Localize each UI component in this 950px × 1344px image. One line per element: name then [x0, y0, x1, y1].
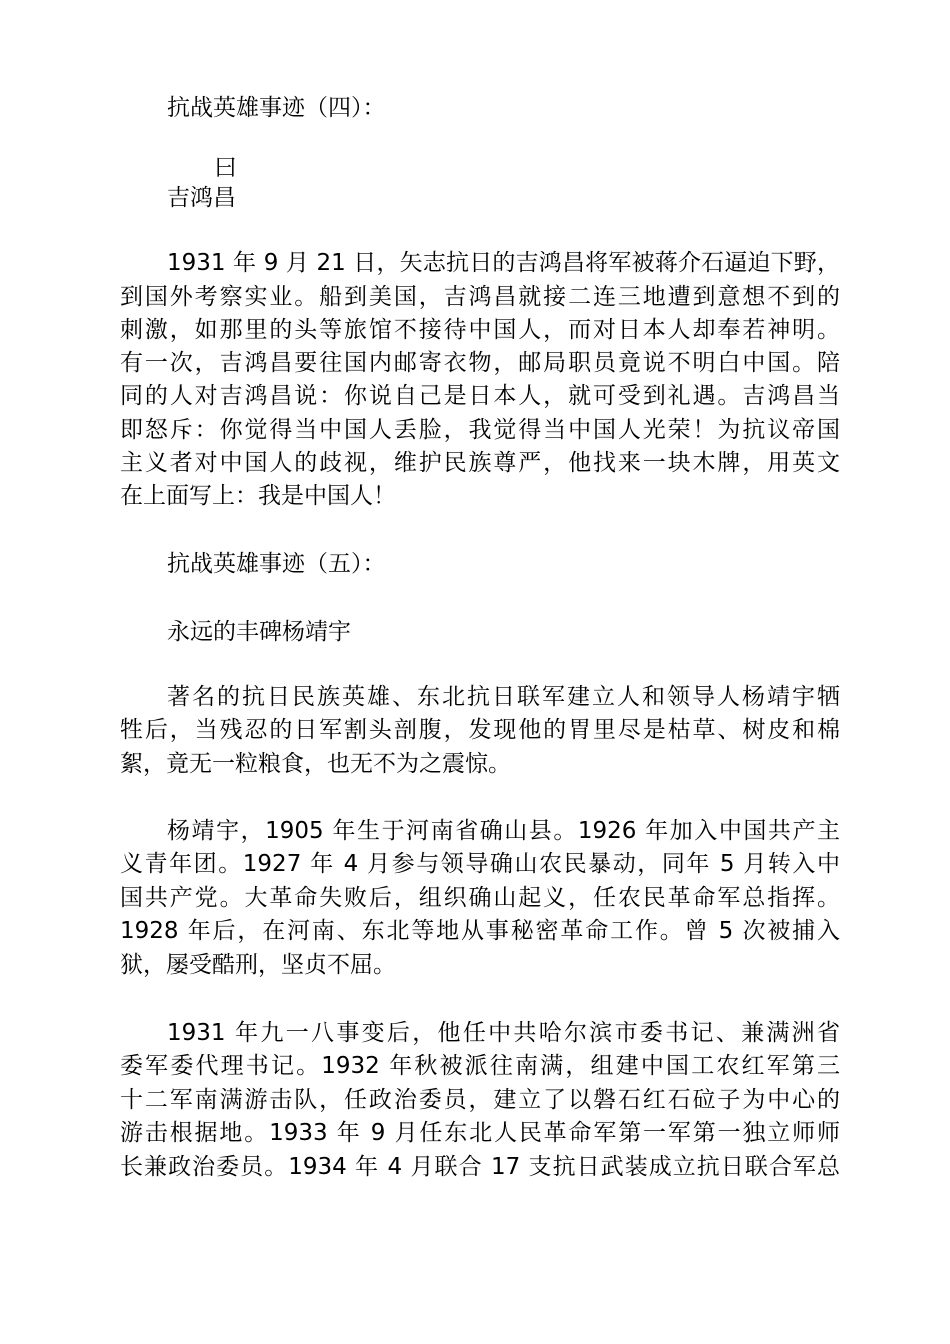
paragraph-line: 刺激，如那里的头等旅馆不接待中国人，而对日本人却奉若神明。: [120, 317, 840, 343]
paragraph-line: 国共产党。大革命失败后，组织确山起义，任农民革命军总指挥。: [120, 885, 840, 911]
paragraph-line: 主义者对中国人的歧视，维护民族尊严，他找来一块木牌，用英文: [120, 450, 840, 476]
paragraph-line: 到国外考察实业。船到美国，吉鸿昌就接二连三地遭到意想不到的: [120, 284, 840, 310]
section4-glyph: 曰: [214, 155, 237, 181]
section4-heading: 抗战英雄事迹（四）：: [167, 95, 386, 121]
paragraph-line: 牲后，当残忍的日军割头剖腹，发现他的胃里尽是枯草、树皮和棉: [120, 717, 840, 743]
paragraph-line: 絮，竟无一粒粮食，也无不为之震惊。: [120, 751, 511, 777]
paragraph-line: 1931 年九一八事变后，他任中共哈尔滨市委书记、兼满洲省: [167, 1020, 840, 1046]
paragraph-line: 1931 年 9 月 21 日，矢志抗日的吉鸿昌将军被蒋介石逼迫下野，: [167, 250, 840, 276]
paragraph-line: 长兼政治委员。1934 年 4 月联合 17 支抗日武装成立抗日联合军总: [120, 1154, 840, 1180]
section5-heading: 抗战英雄事迹（五）：: [167, 551, 386, 577]
paragraph-line: 游击根据地。1933 年 9 月任东北人民革命军第一军第一独立师师: [120, 1120, 840, 1146]
paragraph-line: 1928 年后，在河南、东北等地从事秘密革命工作。曾 5 次被捕入: [120, 918, 840, 944]
paragraph-line: 狱，屡受酷刑，坚贞不屈。: [120, 952, 396, 978]
paragraph-line: 义青年团。1927 年 4 月参与领导确山农民暴动，同年 5 月转入中: [120, 851, 840, 877]
paragraph-line: 杨靖宇，1905 年生于河南省确山县。1926 年加入中国共产主: [167, 818, 840, 844]
paragraph-line: 著名的抗日民族英雄、东北抗日联军建立人和领导人杨靖宇牺: [167, 684, 840, 710]
paragraph-line: 在上面写上：我是中国人！: [120, 483, 396, 509]
section5-subtitle: 永远的丰碑杨靖宇: [167, 619, 351, 645]
paragraph-line: 有一次，吉鸿昌要往国内邮寄衣物，邮局职员竟说不明白中国。陪: [120, 350, 840, 376]
paragraph-line: 十二军南满游击队，任政治委员，建立了以磐石红石砬子为中心的: [120, 1087, 840, 1113]
paragraph-line: 委军委代理书记。1932 年秋被派往南满，组建中国工农红军第三: [120, 1053, 840, 1079]
paragraph-line: 同的人对吉鸿昌说：你说自己是日本人，就可受到礼遇。吉鸿昌当: [120, 383, 840, 409]
paragraph-line: 即怒斥：你觉得当中国人丢脸，我觉得当中国人光荣！为抗议帝国: [120, 417, 840, 443]
section4-name: 吉鸿昌: [167, 185, 236, 211]
